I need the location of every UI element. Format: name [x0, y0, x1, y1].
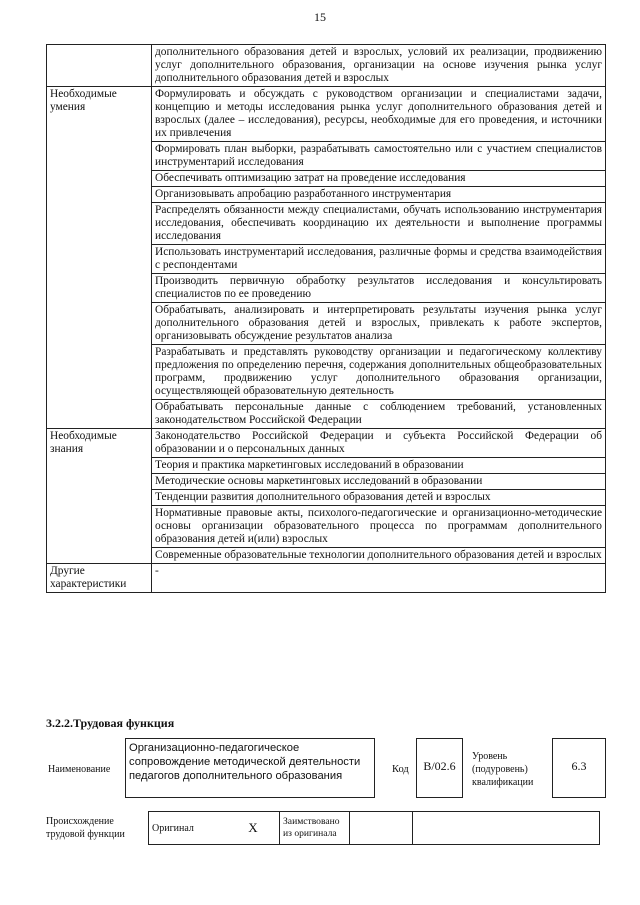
row-text: Организовывать апробацию разработанного инструментария	[152, 187, 606, 203]
level-label: Уровень (подуровень) квалификации	[472, 751, 534, 788]
row-text: Нормативные правовые акты, психолого-педагогические и организационно-методические основы организации образовательного процесса по программам дополнительного образования детей и(или) взрослых	[152, 506, 606, 548]
code-value: B/02.6	[416, 738, 463, 798]
row-text: Распределять обязанности между специалистами, обучать использованию инструментария исследования, обеспечивать координацию их деятельности и выполнение программы исследования	[152, 203, 606, 245]
origin-label: Происхождение трудовой функции	[46, 816, 125, 840]
table-row	[47, 87, 606, 142]
borrowed-regnum-cell	[413, 812, 600, 845]
row-text: Разрабатывать и представлять руководству организации и педагогическому коллективу предложения по определению перечня, содержания дополнительных общеобразовательных программ, продвижению услуг дополнительного образования организации, осуществляющей образовательную деятельность	[152, 345, 606, 400]
row-category-label	[47, 45, 152, 87]
row-text: Современные образовательные технологии дополнительного образования детей и взрослых	[152, 548, 606, 564]
section-title: 3.2.2.Трудовая функция	[46, 716, 175, 730]
table-row	[47, 45, 606, 87]
borrowed-label: Заимствовано из оригинала	[280, 812, 350, 845]
code-label: Код	[392, 764, 409, 775]
row-text: -	[152, 564, 606, 593]
row-text: Формулировать и обсуждать с руководством организации и специалистами задачи, концепцию и методы исследования рынка услуг дополнительного образования детей и взрослых (далее – исследования), ресурсы, необходимые для его проведения, и источники их привлечения	[152, 87, 606, 142]
name-label: Наименование	[48, 764, 111, 775]
row-text: Обрабатывать, анализировать и интерпретировать результаты изучения рынка услуг дополнительного образования детей и взрослых, привлекать к работе экспертов, организовывать обсуждение результатов анализа	[152, 303, 606, 345]
original-mark: X	[227, 812, 280, 845]
row-text: Тенденции развития дополнительного образования детей и взрослых	[152, 490, 606, 506]
row-text: дополнительного образования детей и взрослых, условий их реализации, продвижению услуг дополнительного образования, организации на основе изучения рынка услуг дополнительного образования детей и взрослых	[152, 45, 606, 87]
row-category-label: Другие характеристики	[47, 564, 152, 593]
page-number: 15	[314, 10, 326, 24]
origin-table	[148, 811, 600, 845]
row-text: Формировать план выборки, разрабатывать самостоятельно или с участием специалистов инструментарий исследования	[152, 142, 606, 171]
row-text: Использовать инструментарий исследования, различные формы и средства взаимодействия с респондентами	[152, 245, 606, 274]
row-text: Теория и практика маркетинговых исследований в образовании	[152, 458, 606, 474]
row-category-label: Необходимые умения	[47, 87, 152, 429]
level-value: 6.3	[552, 738, 606, 798]
competency-table	[46, 44, 606, 593]
labor-function-block	[46, 738, 606, 802]
row-text: Производить первичную обработку результатов исследования и консультировать специалистов по ее проведению	[152, 274, 606, 303]
row-text: Методические основы маркетинговых исследований в образовании	[152, 474, 606, 490]
borrowed-code-cell	[350, 812, 413, 845]
row-text: Обеспечивать оптимизацию затрат на проведение исследования	[152, 171, 606, 187]
row-text: Законодательство Российской Федерации и субъекта Российской Федерации об образовании и о персональных данных	[152, 429, 606, 458]
name-value: Организационно-педагогическое сопровождение методической деятельности педагогов дополнительного образования	[125, 738, 375, 798]
row-category-label: Необходимые знания	[47, 429, 152, 564]
row-text: Обрабатывать персональные данные с соблюдением требований, установленных законодательством Российской Федерации	[152, 400, 606, 429]
original-label: Оригинал	[149, 812, 228, 845]
table-row	[47, 429, 606, 458]
table-row	[47, 564, 606, 593]
